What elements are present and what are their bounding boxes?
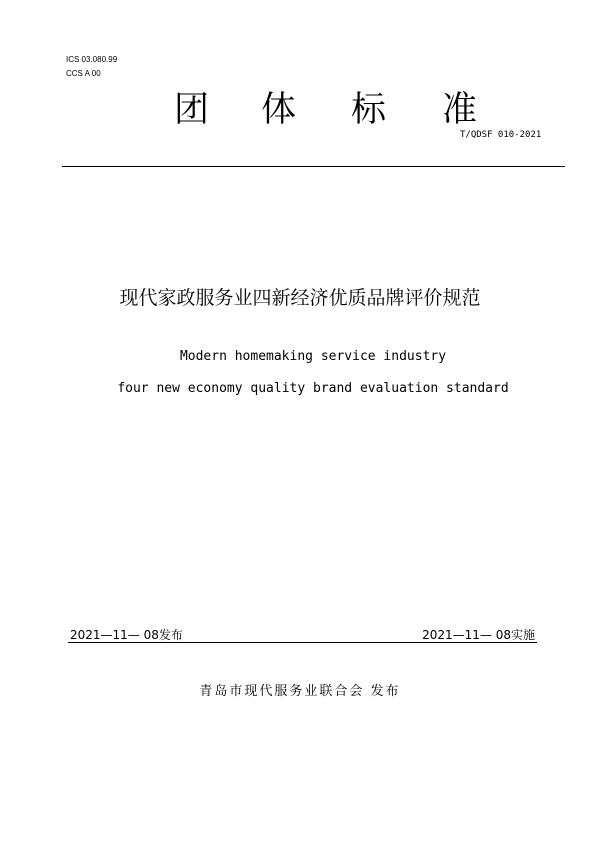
ccs-code: CCS A 00 (66, 69, 101, 78)
header-divider (62, 166, 565, 167)
doc-type-char: 标 (351, 90, 387, 130)
publisher: 青岛市现代服务业联合会 发布 (199, 684, 401, 699)
doc-type-char: 体 (261, 90, 297, 130)
dates-row (68, 626, 537, 643)
ics-code: ICS 03.080.99 (66, 55, 118, 64)
implementation-date: 2021—11— 08实施 (422, 628, 535, 642)
title-chinese: 现代家政服务业四新经济优质品牌评价规范 (119, 287, 481, 309)
doc-type-char: 团 (174, 90, 210, 130)
release-date: 2021—11— 08发布 (70, 628, 183, 642)
doc-type-char: 准 (442, 90, 478, 130)
standard-number: T/QDSF 010-2021 (460, 130, 542, 140)
title-english-line2: four new economy quality brand evaluation standard (117, 381, 509, 396)
title-english-line1: Modern homemaking service industry (179, 349, 447, 364)
